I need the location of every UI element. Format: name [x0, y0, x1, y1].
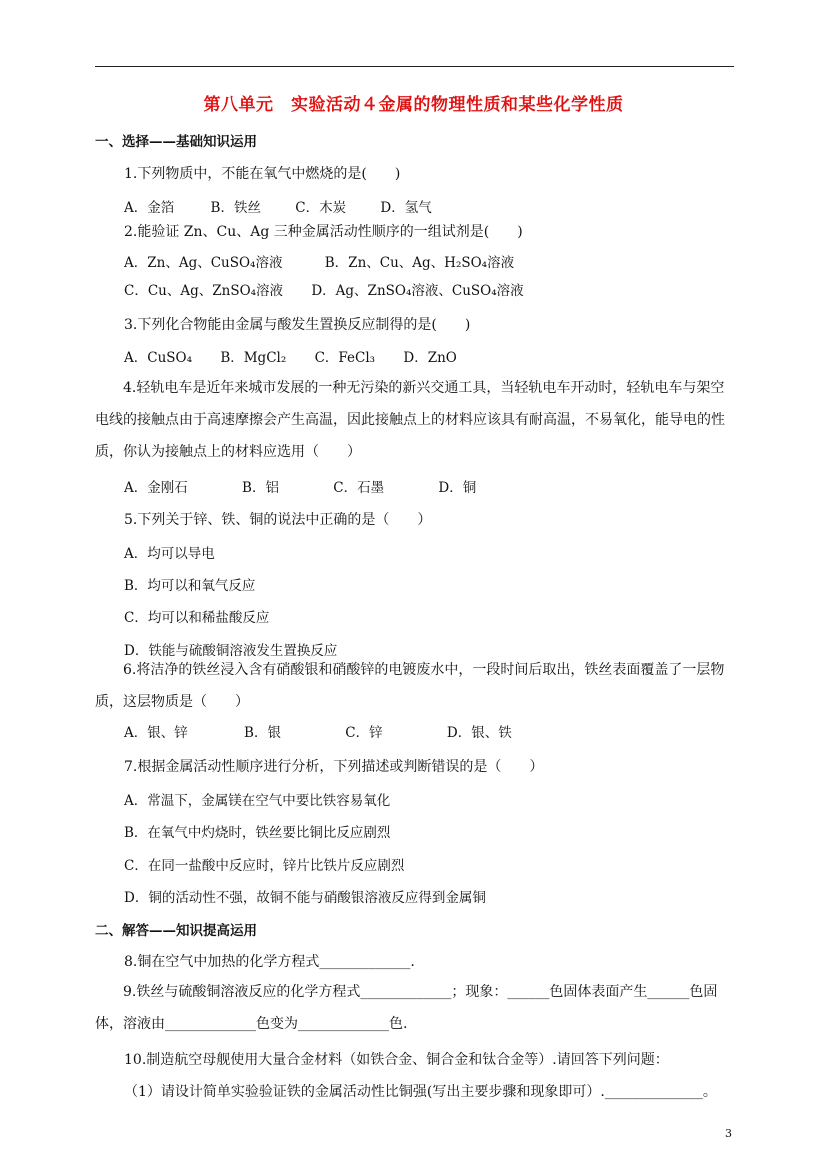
q4-option-b: B．铝: [242, 480, 279, 496]
q3-option-d: D．ZnO: [403, 350, 457, 366]
section-heading-2: 二、解答——知识提高运用: [95, 923, 257, 939]
question-6: 6.将洁净的铁丝浸入含有硝酸银和硝酸锌的电镀废水中，一段时间后取出，铁丝表面覆盖了一层物质，这层物质是（ ）: [95, 662, 725, 710]
q1-option-c: C．木炭: [295, 200, 347, 216]
q5-option-a: A．均可以导电: [124, 546, 215, 562]
q6-option-a: A．银、锌: [124, 725, 188, 741]
question-3: 3.下列化合物能由金属与酸发生置换反应制得的是( ): [124, 317, 471, 333]
q7-option-b: B．在氧气中灼烧时，铁丝要比铜比反应剧烈: [124, 825, 391, 841]
question-4-options: [124, 476, 476, 496]
question-2: 2.能验证 Zn、Cu、Ag 三种金属活动性顺序的一组试剂是( ): [124, 224, 523, 240]
q1-option-b: B．铁丝: [210, 200, 261, 216]
q1-option-d: D．氢气: [380, 200, 432, 216]
question-2-options-row1: [124, 251, 514, 271]
q2-option-c: C．Cu、Ag、ZnSO₄溶液: [124, 283, 284, 299]
q7-option-a: A．常温下，金属镁在空气中要比铁容易氧化: [124, 793, 391, 809]
q7-option-d: D．铜的活动性不强，故铜不能与硝酸银溶液反应得到金属铜: [124, 890, 486, 906]
q3-option-c: C．FeCl₃: [314, 350, 376, 366]
q4-option-d: D．铜: [438, 480, 477, 496]
q2-option-d: D．Ag、ZnSO₄溶液、CuSO₄溶液: [311, 283, 524, 299]
question-7: 7.根据金属活动性顺序进行分析，下列描述或判断错误的是（ ）: [124, 759, 544, 775]
question-1-options: [124, 196, 432, 216]
q6-option-d: D．银、铁: [446, 725, 512, 741]
question-10: 10.制造航空母舰使用大量合金材料（如铁合金、铜合金和钛合金等）.请回答下列问题：: [124, 1052, 669, 1068]
question-2-options-row2: [124, 279, 524, 299]
q4-option-c: C．石墨: [333, 480, 385, 496]
q2-option-b: B．Zn、Cu、Ag、H₂SO₄溶液: [324, 255, 515, 271]
question-1: 1.下列物质中，不能在氧气中燃烧的是( ): [124, 166, 401, 182]
question-6-options: [124, 721, 512, 741]
q5-option-d: D．铁能与硫酸铜溶液发生置换反应: [124, 643, 338, 659]
q7-option-c: C．在同一盐酸中反应时，锌片比铁片反应剧烈: [124, 858, 405, 874]
q5-option-b: B．均可以和氧气反应: [124, 578, 256, 594]
q1-option-a: A．金箔: [124, 200, 175, 216]
q5-option-c: C．均可以和稀盐酸反应: [124, 610, 270, 626]
question-10-part-1: （1）请设计简单实验验证铁的金属活动性比铜强(写出主要步骤和现象即可）.______________。: [124, 1084, 717, 1100]
q3-option-b: B．MgCl₂: [220, 350, 287, 366]
q4-option-a: A．金刚石: [124, 480, 188, 496]
q6-option-b: B．银: [244, 725, 281, 741]
page-title: 第八单元 实验活动４金属的物理性质和某些化学性质: [203, 95, 624, 115]
question-5: 5.下列关于锌、铁、铜的说法中正确的是（ ）: [124, 512, 432, 528]
page-number: 3: [725, 1127, 732, 1140]
q3-option-a: A．CuSO₄: [124, 350, 193, 366]
question-8: 8.铜在空气中加热的化学方程式_____________.: [124, 954, 415, 970]
question-3-options: [124, 346, 457, 366]
q6-option-c: C．锌: [345, 725, 383, 741]
q2-option-a: A．Zn、Ag、CuSO₄溶液: [124, 255, 283, 271]
section-heading-1: 一、选择——基础知识运用: [95, 134, 257, 150]
header-rule: [95, 66, 734, 67]
question-4: 4.轻轨电车是近年来城市发展的一种无污染的新兴交通工具，当轻轨电车开动时，轻轨电车与架空电线的接触点由于高速摩擦会产生高温，因此接触点上的材料应该具有耐高温，不易氧化，能导电的性质，你认为接触点上的材料应选用（ ）: [95, 380, 725, 460]
question-9: 9.铁丝与硫酸铜溶液反应的化学方程式_____________；现象：______色固体表面产生______色固体，溶液由_____________色变为_____________色.: [95, 984, 718, 1032]
